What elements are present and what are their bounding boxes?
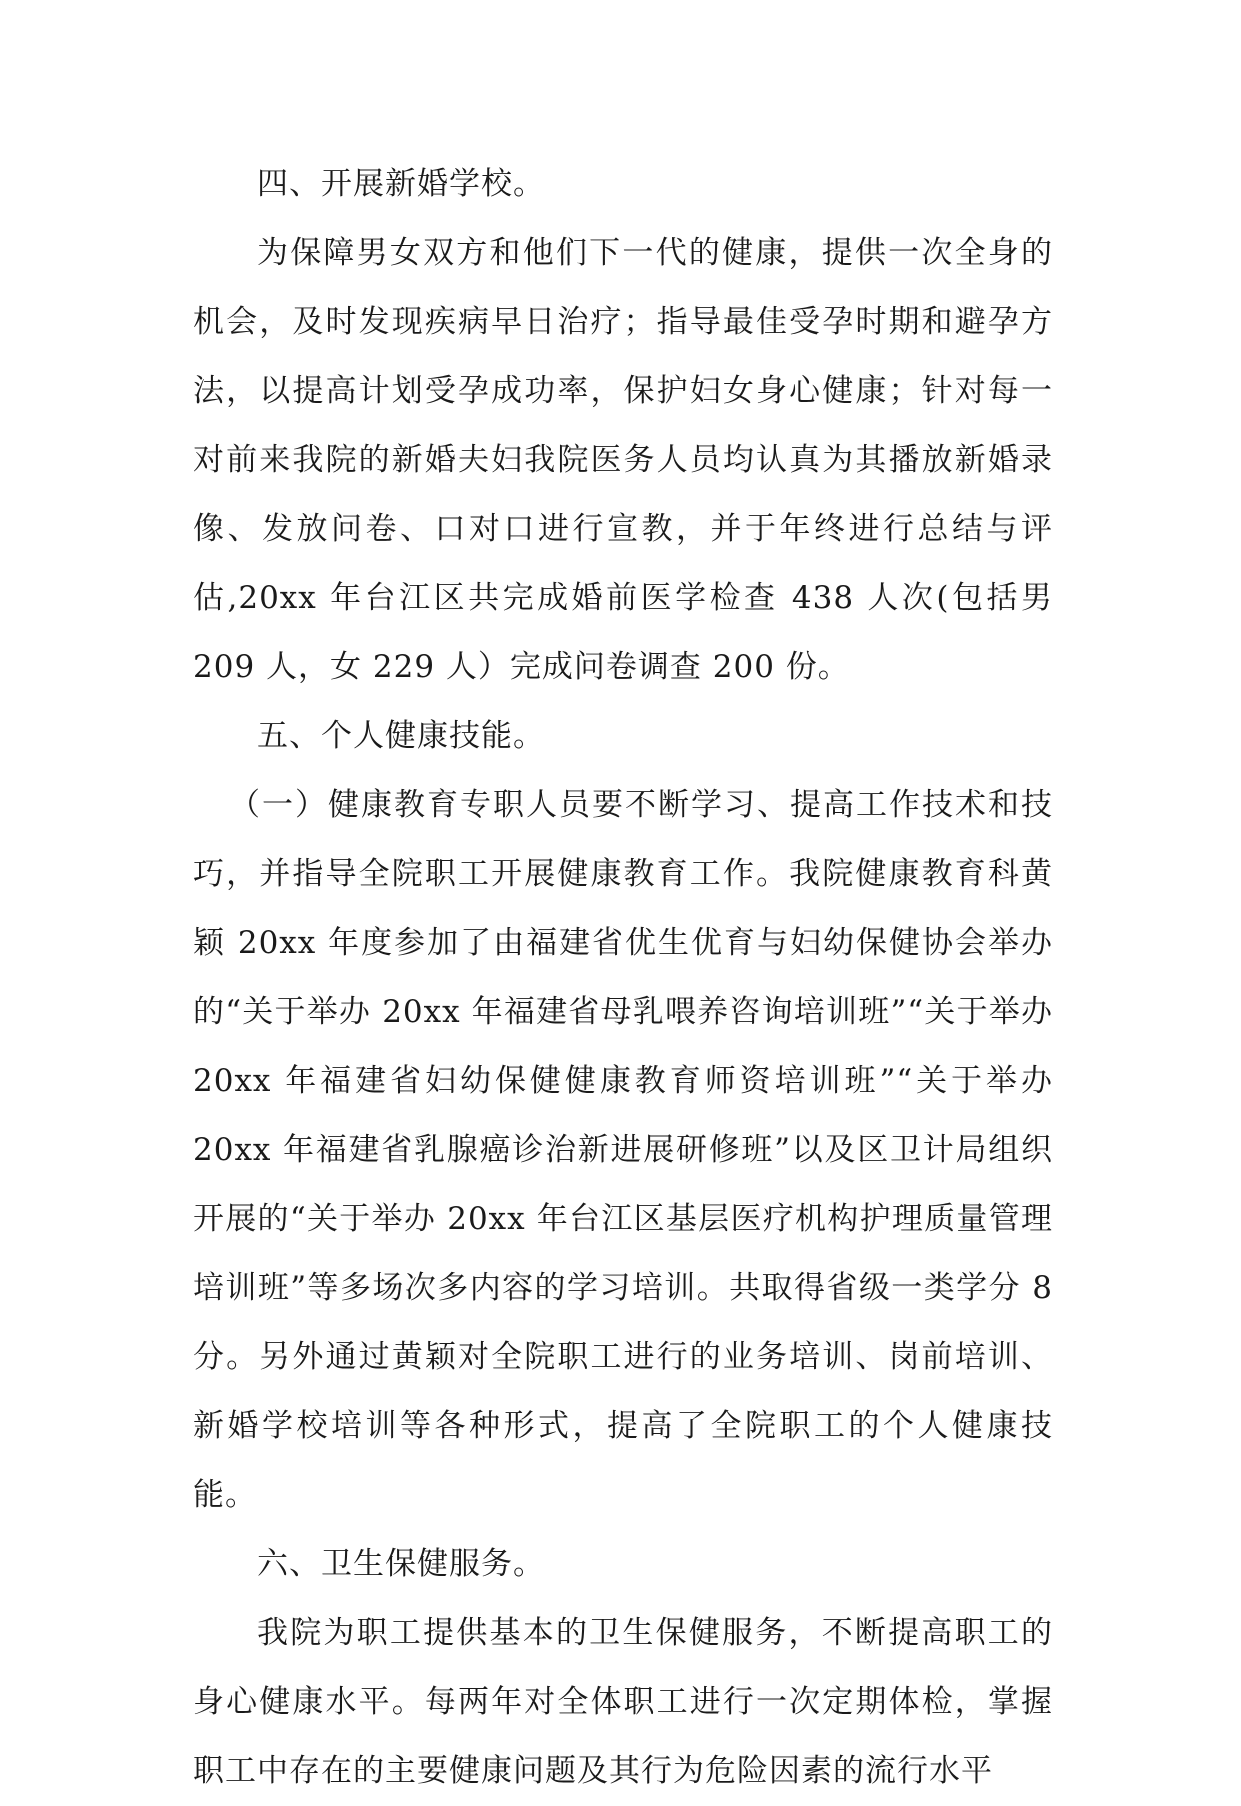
section-heading-4: 四、开展新婚学校。 (257, 166, 545, 202)
paragraph-health-services: 我院为职工提供基本的卫生保健服务，不断提高职工的身心健康水平。每两年对全体职工进行一次定期体检，掌握职工中存在的主要健康问题及其行为危险因素的流行水平 (193, 1615, 1053, 1789)
document-page (193, 150, 1053, 1806)
paragraph-premarital-checkup: 为保障男女双方和他们下一代的健康，提供一次全身的机会，及时发现疾病早日治疗；指导最佳受孕时期和避孕方法，以提高计划受孕成功率，保护妇女身心健康；针对每一对前来我院的新婚夫妇我院医务人员均认真为其播放新婚录像、发放问卷、口对口进行宣教，并于年终进行总结与评估,20xx 年台江区共完成婚前医学检查 438 人次(包括男 209 人，女 229 人）完成问卷调查 200 份。 (193, 235, 1053, 685)
section-heading-5: 五、个人健康技能。 (257, 718, 545, 754)
section-heading-6: 六、卫生保健服务。 (257, 1546, 545, 1582)
paragraph-health-education-training: （一）健康教育专职人员要不断学习、提高工作技术和技巧，并指导全院职工开展健康教育工作。我院健康教育科黄颖 20xx 年度参加了由福建省优生优育与妇幼保健协会举办的“关于举办 20xx 年福建省母乳喂养咨询培训班”“关于举办 20xx 年福建省妇幼保健健康教育师资培训班”“关于举办 20xx 年福建省乳腺癌诊治新进展研修班”以及区卫计局组织开展的“关于举办 20xx 年台江区基层医疗机构护理质量管理培训班”等多场次多内容的学习培训。共取得省级一类学分 8 分。另外通过黄颖对全院职工进行的业务培训、岗前培训、新婚学校培训等各种形式，提高了全院职工的个人健康技能。 (193, 787, 1053, 1513)
